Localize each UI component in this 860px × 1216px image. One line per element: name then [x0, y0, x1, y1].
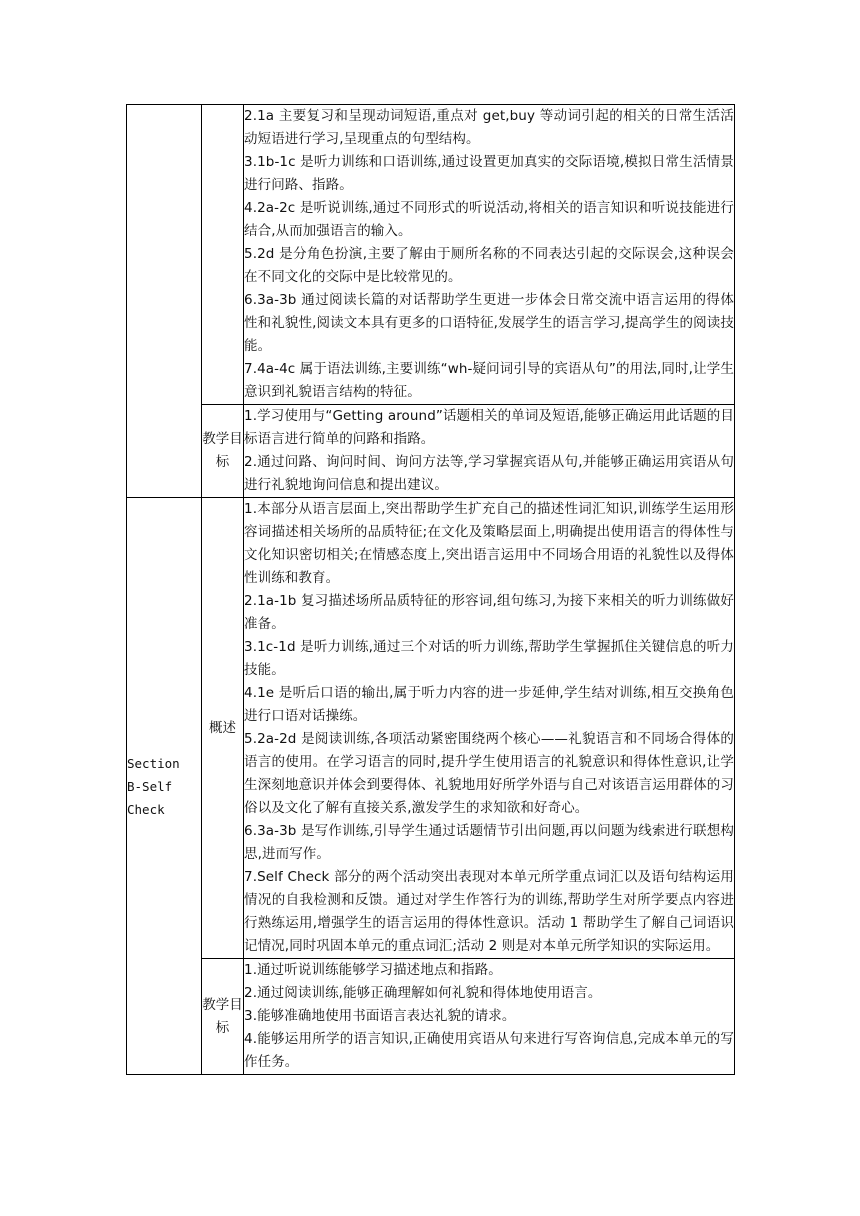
overview-item: 4.1e 是听后口语的输出,属于听力内容的进一步延伸,学生结对训练,相互交换角色进行口语对话操练。 — [244, 685, 734, 724]
section-a-goals — [244, 405, 735, 498]
section-b-goals-label: 教学目标 — [202, 959, 244, 1075]
section-b-overview-label: 概述 — [202, 498, 244, 959]
overview-item: 5.2a-2d 是阅读训练,各项活动紧密围绕两个核心——礼貌语言和不同场合得体的语言的使用。在学习语言的同时,提升学生使用语言的礼貌意识和得体性意识,让学生深刻地意识并体会到要得体、礼貌地用好所学外语与自己对该语言运用群体的习俗以及文化了解有直接关系,激发学生的求知欲和好奇心。 — [244, 731, 734, 816]
overview-item: 3.1c-1d 是听力训练,通过三个对话的听力训练,帮助学生掌握抓住关键信息的听力技能。 — [244, 639, 734, 678]
section-b-goals — [244, 959, 735, 1075]
goal-item: 3.能够准确地使用书面语言表达礼貌的请求。 — [244, 1008, 516, 1024]
goal-item: 4.能够运用所学的语言知识,正确使用宾语从句来进行写咨询信息,完成本单元的写作任务。 — [244, 1031, 734, 1070]
goal-item: 2.通过阅读训练,能够正确理解如何礼貌和得体地使用语言。 — [244, 985, 602, 1001]
goal-item: 2.通过问路、询问时间、询问方法等,学习掌握宾语从句,并能够正确运用宾语从句进行礼貌地询问信息和提出建议。 — [244, 454, 734, 493]
goal-item: 1.通过听说训练能够学习描述地点和指路。 — [244, 962, 502, 978]
section-a-label — [127, 105, 202, 498]
section-a-overview-row — [127, 105, 735, 405]
section-b-label: Section B-Self Check — [127, 498, 202, 1075]
overview-item: 5.2d 是分角色扮演,主要了解由于厕所名称的不同表达引起的交际误会,这种误会在不同文化的交际中是比较常见的。 — [244, 246, 734, 285]
overview-item: 6.3a-3b 通过阅读长篇的对话帮助学生更进一步体会日常交流中语言运用的得体性和礼貌性,阅读文本具有更多的口语特征,发展学生的语言学习,提高学生的阅读技能。 — [244, 292, 734, 354]
section-a-overview-label — [202, 105, 244, 405]
overview-item: 1.本部分从语言层面上,突出帮助学生扩充自己的描述性词汇知识,训练学生运用形容词描述相关场所的品质特征;在文化及策略层面上,明确提出使用语言的得体性与文化知识密切相关;在情感态度上,突出语言运用中不同场合用语的礼貌性以及得体性训练和教育。 — [244, 501, 734, 586]
overview-item: 4.2a-2c 是听说训练,通过不同形式的听说活动,将相关的语言知识和听说技能进行结合,从而加强语言的输入。 — [244, 200, 734, 239]
section-a-overview — [244, 105, 735, 405]
section-b-overview-row — [127, 498, 735, 959]
goal-item: 1.学习使用与“Getting around”话题相关的单词及短语,能够正确运用此话题的目标语言进行简单的问路和指路。 — [244, 408, 734, 447]
overview-item: 6.3a-3b 是写作训练,引导学生通过话题情节引出问题,再以问题为线索进行联想构思,进而写作。 — [244, 823, 734, 862]
overview-item: 3.1b-1c 是听力训练和口语训练,通过设置更加真实的交际语境,模拟日常生活情景进行问路、指路。 — [244, 154, 734, 193]
overview-item: 7.4a-4c 属于语法训练,主要训练“wh-疑问词引导的宾语从句”的用法,同时,让学生意识到礼貌语言结构的特征。 — [244, 361, 734, 400]
section-a-goals-label: 教学目标 — [202, 405, 244, 498]
lesson-plan-table — [126, 104, 735, 1075]
overview-item: 2.1a-1b 复习描述场所品质特征的形容词,组句练习,为接下来相关的听力训练做好准备。 — [244, 593, 734, 632]
section-b-overview — [244, 498, 735, 959]
overview-item: 2.1a 主要复习和呈现动词短语,重点对 get,buy 等动词引起的相关的日常生活活动短语进行学习,呈现重点的句型结构。 — [244, 108, 734, 147]
section-a-goals-row — [127, 405, 735, 498]
overview-item: 7.Self Check 部分的两个活动突出表现对本单元所学重点词汇以及语句结构运用情况的自我检测和反馈。通过对学生作答行为的训练,帮助学生对所学要点内容进行熟练运用,增强学生的语言运用的得体性意识。活动 1 帮助学生了解自己词语识记情况,同时巩固本单元的重点词汇;活动 2 则是对本单元所学知识的实际运用。 — [244, 869, 734, 954]
section-b-goals-row — [127, 959, 735, 1075]
